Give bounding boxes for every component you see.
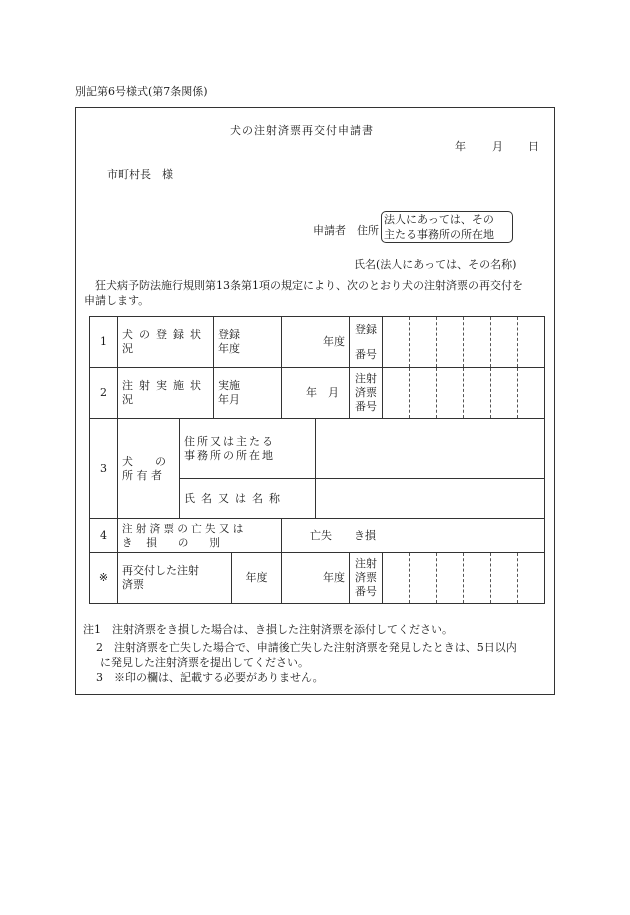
note-3: 3 ※印の欄は、記載する必要がありません。	[96, 671, 324, 684]
applicant-label: 申請者	[313, 224, 346, 237]
reissued-label-line-2: 済票	[122, 578, 144, 591]
reissued-label	[118, 553, 232, 604]
sub-label	[214, 368, 282, 419]
reg-label-2: 番号	[355, 347, 377, 361]
table-row	[90, 419, 545, 479]
reissued-tag-number-cell[interactable]	[350, 553, 545, 604]
date-day: 日	[528, 140, 539, 153]
row-number: 4	[90, 519, 118, 553]
digit-boxes	[383, 317, 544, 367]
note-1: 注1 注射済票をき損した場合は、き損した注射済票を添付してください。	[83, 623, 453, 636]
reissued-tag-label-1: 注射	[355, 557, 377, 570]
table-row	[90, 368, 545, 419]
loss-label-line-1: 注 射 済 票 の 亡 失 又 は	[122, 522, 244, 535]
tag-number-cell[interactable]	[350, 368, 545, 419]
owner-label-line-2: 所 有 者	[122, 468, 162, 482]
sub-label	[214, 317, 282, 368]
row-number: ※	[90, 553, 118, 604]
body-text-line-2: 申請します。	[84, 294, 150, 307]
body-text-line-1: 狂犬病予防法施行規則第13条第1項の規定により、次のとおり犬の注射済票の再交付を	[95, 279, 523, 292]
tag-label-2: 済票	[355, 386, 377, 399]
row-number: 2	[90, 368, 118, 419]
note-2-line-2: に発見した注射済票を提出してください。	[100, 656, 309, 669]
address-note-line-1: 法人にあっては、その	[384, 213, 494, 226]
date-year: 年	[455, 140, 466, 153]
sub-label-line-2: 年月	[218, 393, 240, 406]
digit-boxes	[383, 553, 544, 603]
address-note-line-2: 主たる事務所の所在地	[384, 228, 494, 241]
note-2-line-1: 2 注射済票を亡失した場合で、申請後亡失した注射済票を発見したときは、5日以内	[96, 641, 517, 654]
loss-label	[118, 519, 282, 553]
year-month-cell: 年 月	[282, 368, 350, 419]
row-label: 注射実施状況	[118, 368, 214, 419]
tag-label-3: 番号	[355, 400, 377, 413]
table-row	[90, 519, 545, 553]
reissued-tag-label-3: 番号	[355, 585, 377, 598]
owner-address-label	[180, 419, 316, 479]
name-label: 氏名(法人にあっては、その名称)	[354, 258, 517, 271]
digit-boxes	[383, 368, 544, 418]
reissued-label-line-1: 再交付した注射	[122, 564, 199, 577]
owner-name-label: 氏名又は名称	[180, 479, 316, 519]
application-table	[89, 316, 545, 604]
year-cell: 年度	[282, 317, 350, 368]
sub-label-line-1: 登録	[218, 328, 240, 341]
table-row	[90, 553, 545, 604]
registration-number-cell[interactable]	[350, 317, 545, 368]
row-label: 犬の登録状況	[118, 317, 214, 368]
reg-label-1: 登録	[355, 322, 377, 336]
row-number: 3	[90, 419, 118, 519]
loss-label-line-2: き 損 の 別	[122, 536, 220, 549]
row-number: 1	[90, 317, 118, 368]
table-row	[90, 317, 545, 368]
reissued-tag-label-2: 済票	[355, 571, 377, 584]
reissued-year-2: 年度	[282, 553, 350, 604]
owner-address-line-2: 事務所の所在地	[184, 448, 275, 462]
loss-type-field[interactable]: 亡失 き損	[282, 519, 545, 553]
owner-name-field[interactable]	[316, 479, 545, 519]
reissued-year-1: 年度	[232, 553, 282, 604]
sub-label-line-1: 実施	[218, 379, 240, 392]
sub-label-line-2: 年度	[218, 342, 240, 355]
tag-label-1: 注射	[355, 372, 377, 385]
owner-address-line-1: 住所又は主たる	[184, 434, 275, 448]
owner-address-field[interactable]	[316, 419, 545, 479]
owner-label-line-1: 犬 の	[122, 454, 166, 468]
form-label: 別記第6号様式(第7条関係)	[75, 85, 208, 98]
document-title: 犬の注射済票再交付申請書	[230, 124, 374, 137]
addressee: 市町村長 様	[107, 168, 173, 181]
address-label: 住所	[357, 224, 379, 237]
date-month: 月	[492, 140, 503, 153]
owner-label	[118, 419, 180, 519]
